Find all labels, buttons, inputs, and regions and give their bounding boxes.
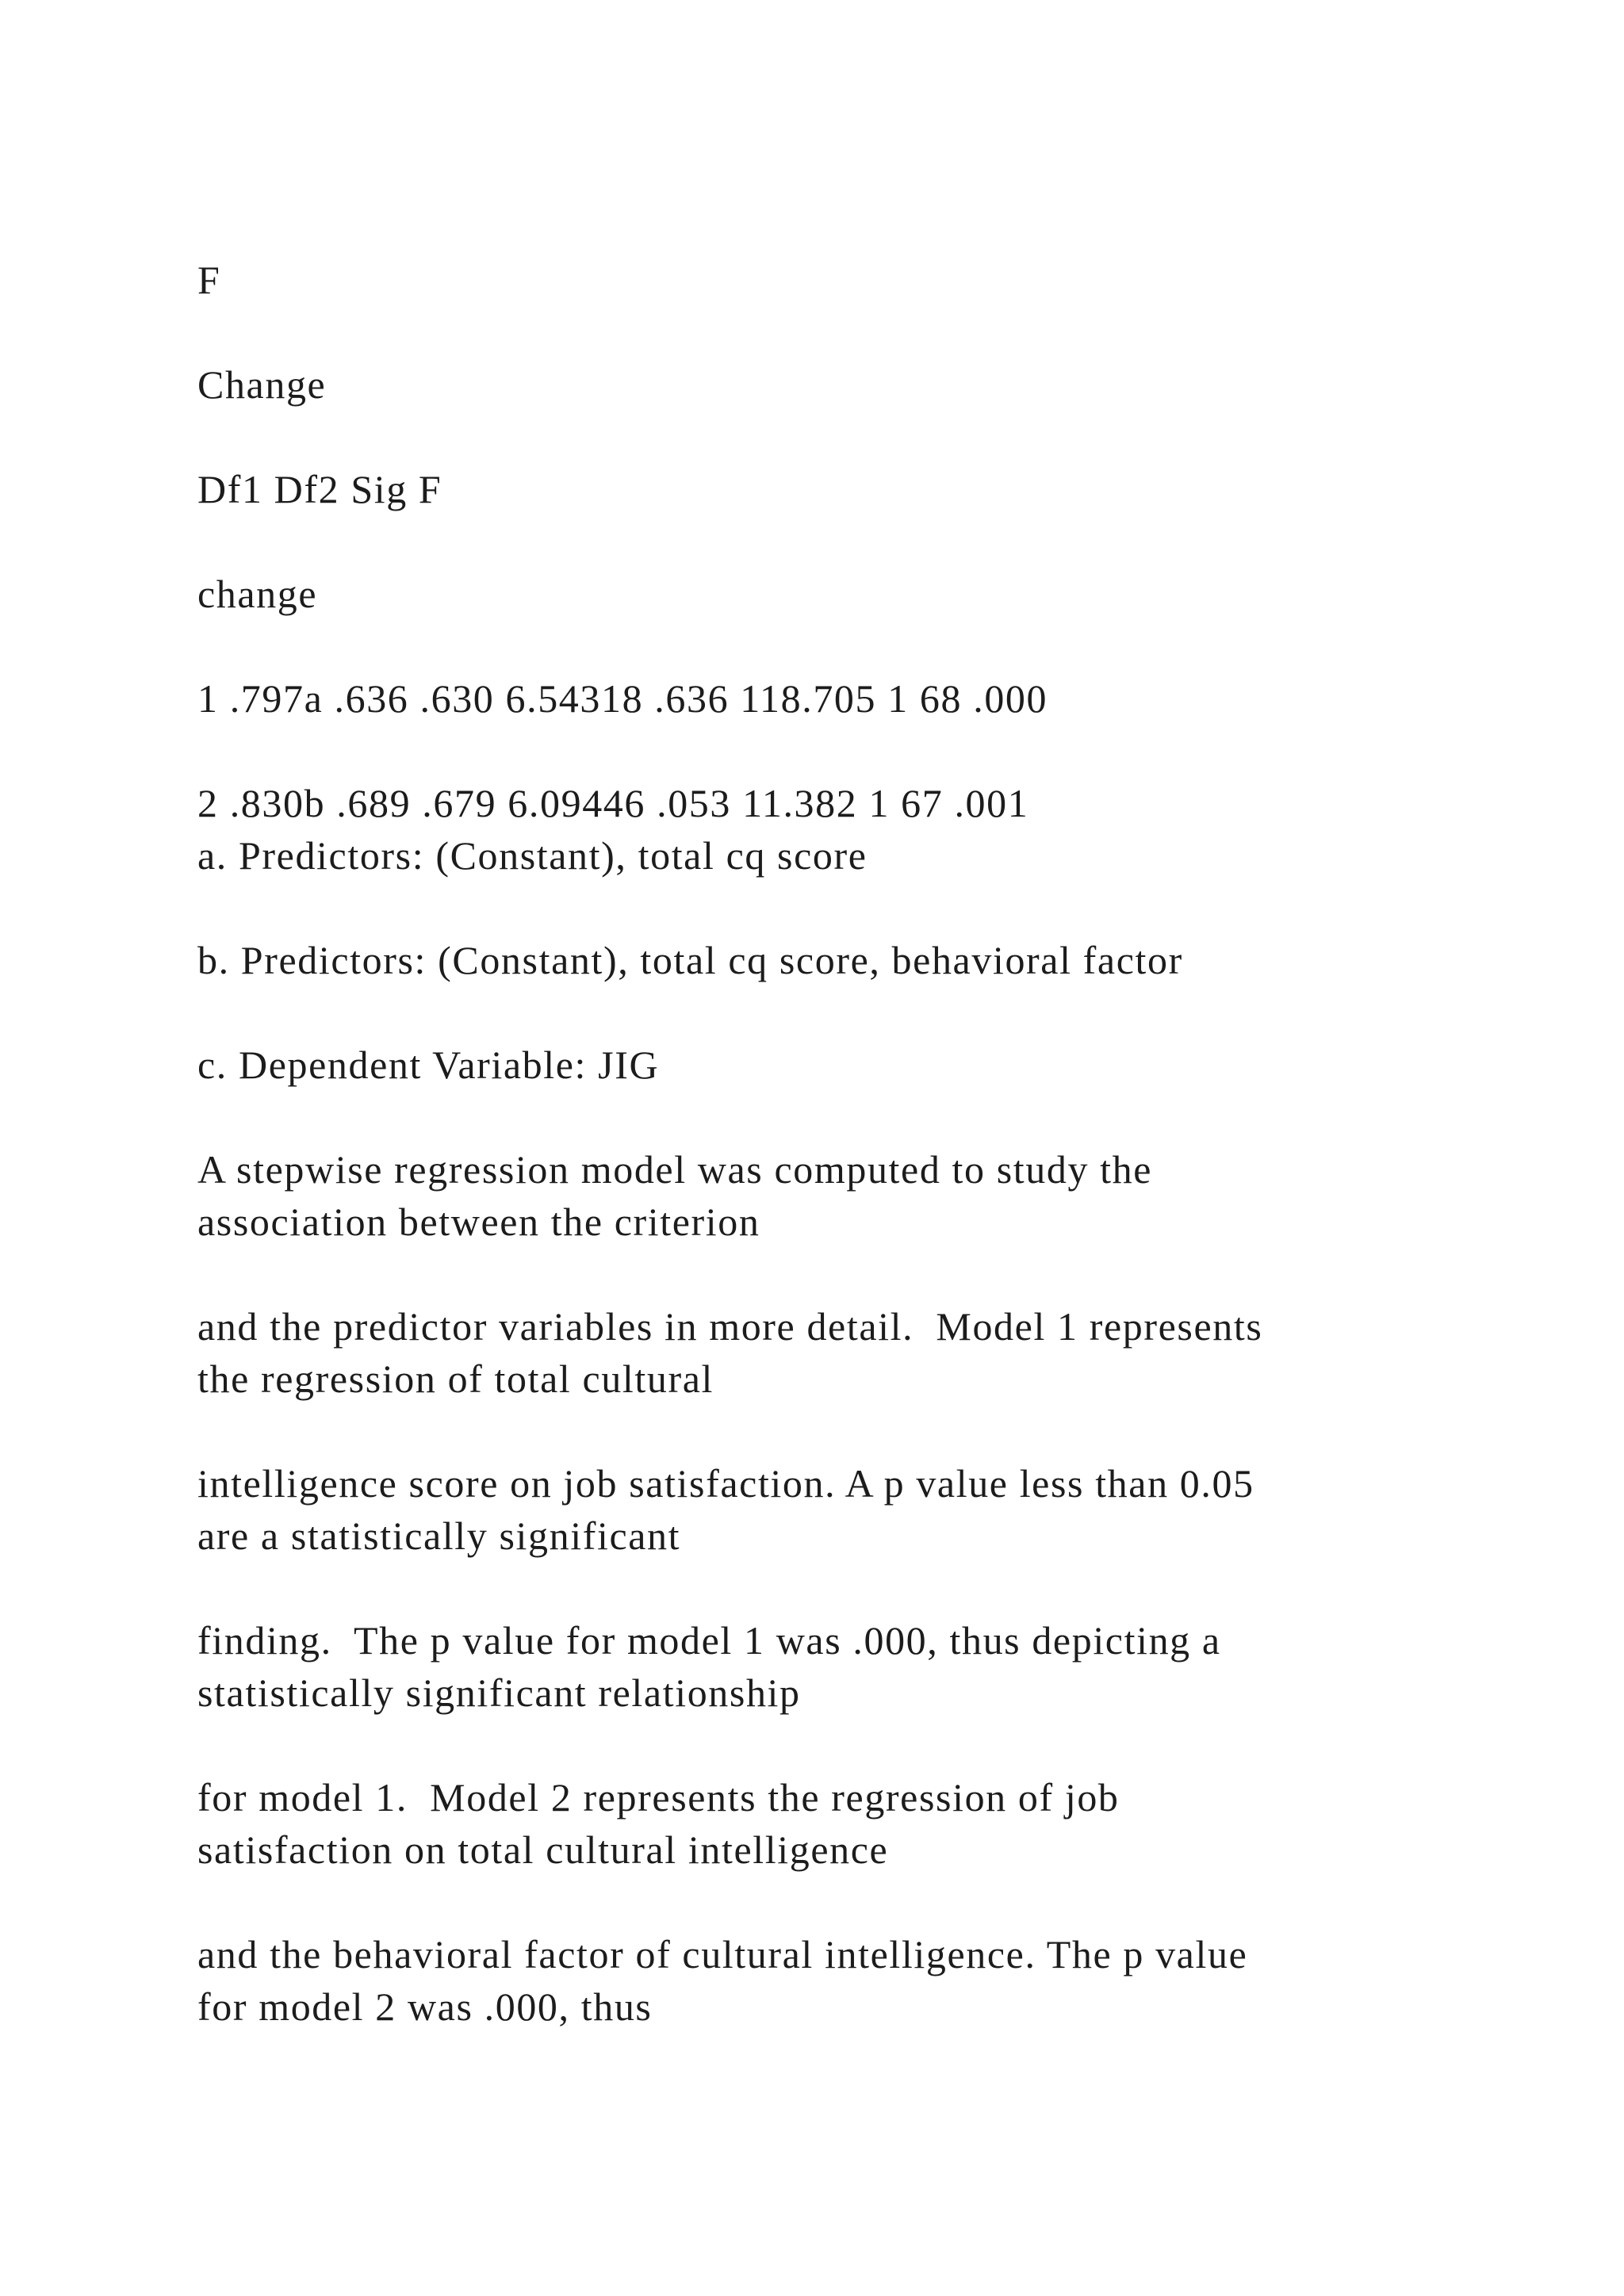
paragraph-line: and the behavioral factor of cultural intelligence. The p value bbox=[197, 1932, 1248, 1976]
paragraph-line: A stepwise regression model was computed to study the bbox=[197, 1147, 1153, 1192]
table-header-change-2: change bbox=[197, 572, 318, 616]
paragraph-line: finding. The p value for model 1 was .000, thus depicting a bbox=[197, 1618, 1221, 1663]
table-footnote-a: a. Predictors: (Constant), total cq score bbox=[197, 833, 868, 878]
table-footnote-b: b. Predictors: (Constant), total cq score, behavioral factor bbox=[197, 938, 1183, 982]
table-header-change: Change bbox=[197, 362, 327, 407]
paragraph-line: intelligence score on job satisfaction. A p value less than 0.05 bbox=[197, 1461, 1254, 1506]
paragraph-line: for model 2 was .000, thus bbox=[197, 1984, 653, 2029]
paragraph-line: for model 1. Model 2 represents the regression of job bbox=[197, 1775, 1120, 1820]
table-header-df-sig: Df1 Df2 Sig F bbox=[197, 467, 442, 511]
table-row-model-2: 2 .830b .689 .679 6.09446 .053 11.382 1 67 .001 bbox=[197, 781, 1029, 825]
table-row-model-1: 1 .797a .636 .630 6.54318 .636 118.705 1 68 .000 bbox=[197, 676, 1048, 721]
paragraph-line: are a statistically significant bbox=[197, 1513, 681, 1558]
paragraph-line: the regression of total cultural bbox=[197, 1357, 714, 1401]
paragraph-line: statistically significant relationship bbox=[197, 1670, 801, 1715]
paragraph-line: satisfaction on total cultural intelligence bbox=[197, 1827, 889, 1872]
paragraph-line: association between the criterion bbox=[197, 1200, 760, 1244]
paragraph-line: and the predictor variables in more detail. Model 1 represents bbox=[197, 1304, 1263, 1349]
table-footnote-c: c. Dependent Variable: JIG bbox=[197, 1043, 660, 1087]
table-header-f: F bbox=[197, 258, 221, 302]
